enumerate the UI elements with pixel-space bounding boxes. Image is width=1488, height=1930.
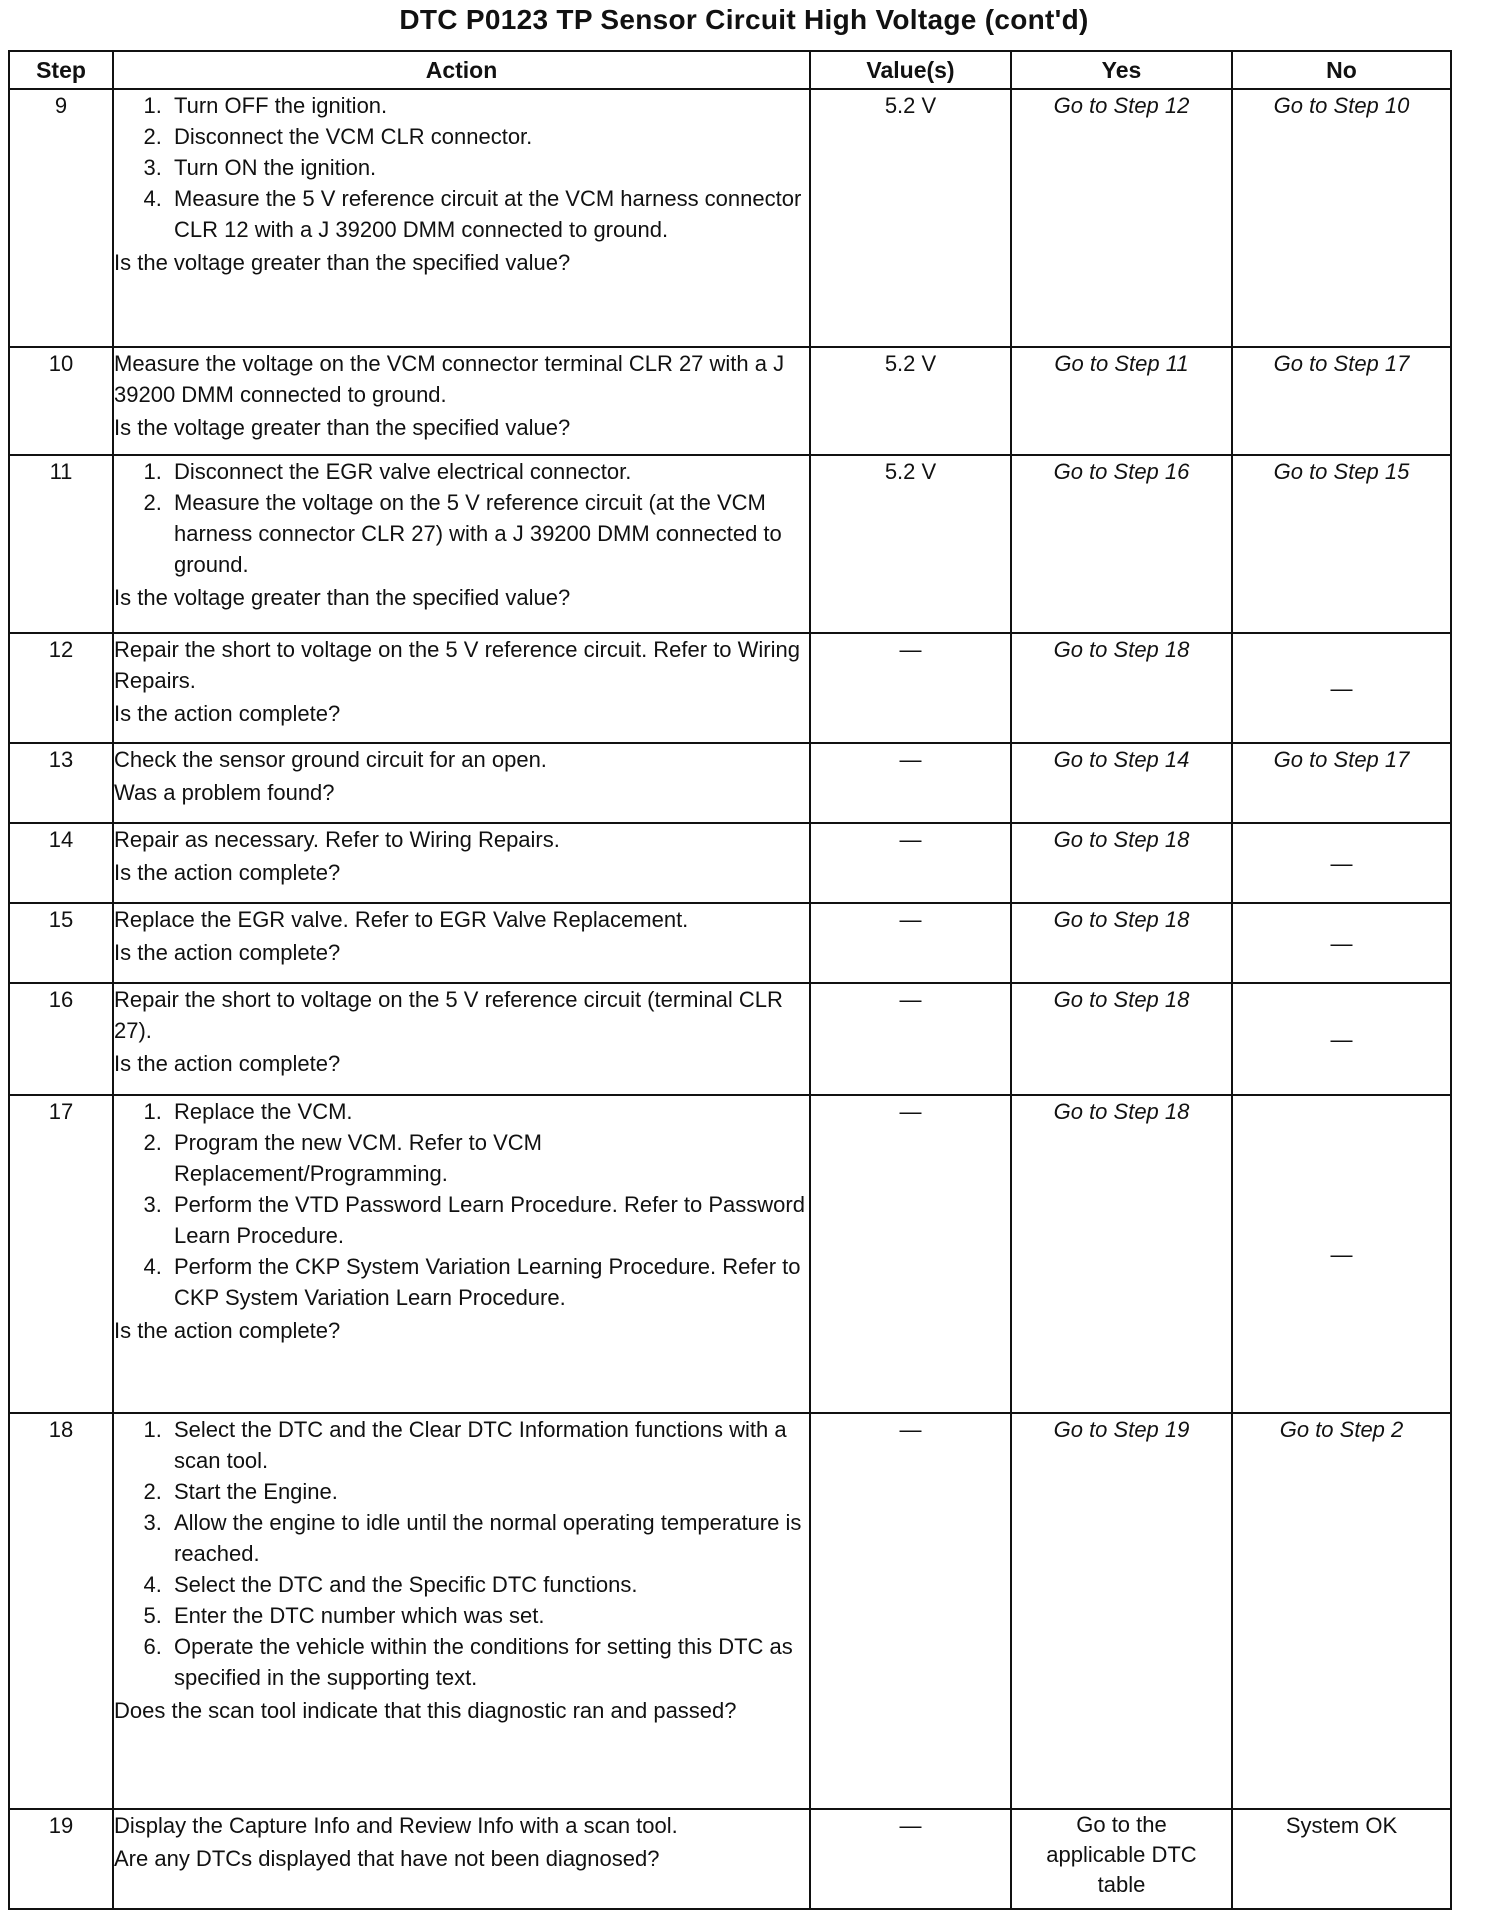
no-cell: Go to Step 10 (1232, 89, 1451, 347)
action-steps (114, 1096, 809, 1313)
no-cell: Go to Step 17 (1232, 743, 1451, 823)
value-cell: — (810, 1413, 1011, 1809)
action-step: 3. Allow the engine to idle until the normal operating temperature is reached. (168, 1507, 809, 1569)
action-text: Display the Capture Info and Review Info with a scan tool. (114, 1813, 678, 1838)
no-cell: — (1232, 1095, 1451, 1413)
action-step: 3. Turn ON the ignition. (168, 152, 809, 183)
value-cell: — (810, 903, 1011, 983)
action-question: Was a problem found? (114, 780, 335, 805)
action-step: 1. Replace the VCM. (168, 1096, 809, 1127)
action-question: Is the action complete? (114, 1051, 341, 1076)
step-number: 17 (9, 1095, 113, 1413)
action-question: Is the voltage greater than the specified value? (114, 250, 571, 275)
action-question: Is the action complete? (114, 701, 341, 726)
action-cell (113, 633, 810, 743)
action-cell (113, 89, 810, 347)
table-header-row (9, 51, 1451, 89)
action-text: Check the sensor ground circuit for an open. (114, 747, 547, 772)
yes-cell: Go to Step 16 (1011, 455, 1232, 633)
no-cell: — (1232, 983, 1451, 1095)
no-cell: Go to Step 17 (1232, 347, 1451, 455)
yes-cell: Go to Step 12 (1011, 89, 1232, 347)
header-yes: Yes (1011, 51, 1232, 89)
action-text: Repair as necessary. Refer to Wiring Repairs. (114, 827, 560, 852)
value-cell: 5.2 V (810, 347, 1011, 455)
action-cell (113, 823, 810, 903)
yes-cell: Go to Step 18 (1011, 903, 1232, 983)
action-step: 4. Measure the 5 V reference circuit at the VCM harness connector CLR 12 with a J 39200 DMM connected to ground. (168, 183, 809, 245)
action-cell (113, 347, 810, 455)
yes-cell: Go to Step 19 (1011, 1413, 1232, 1809)
table-row (9, 1809, 1451, 1909)
table-row (9, 89, 1451, 347)
step-number: 10 (9, 347, 113, 455)
value-cell: — (810, 823, 1011, 903)
yes-cell: Go to Step 18 (1011, 983, 1232, 1095)
value-cell: 5.2 V (810, 89, 1011, 347)
action-question: Is the action complete? (114, 1318, 341, 1343)
yes-cell: Go to the applicable DTC table (1011, 1809, 1232, 1909)
diagnostic-table (8, 50, 1452, 1910)
action-step: 5. Enter the DTC number which was set. (168, 1600, 809, 1631)
action-question: Is the voltage greater than the specified value? (114, 585, 571, 610)
header-no: No (1232, 51, 1451, 89)
action-step: 1. Turn OFF the ignition. (168, 90, 809, 121)
no-cell: System OK (1232, 1809, 1451, 1909)
yes-cell: Go to Step 14 (1011, 743, 1232, 823)
action-step: 1. Disconnect the EGR valve electrical connector. (168, 456, 809, 487)
action-question: Are any DTCs displayed that have not been diagnosed? (114, 1846, 660, 1871)
table-row (9, 347, 1451, 455)
action-steps (114, 1414, 809, 1693)
action-text: Repair the short to voltage on the 5 V reference circuit (terminal CLR 27). (114, 987, 783, 1043)
no-cell: Go to Step 2 (1232, 1413, 1451, 1809)
table-row (9, 823, 1451, 903)
action-step: 1. Select the DTC and the Clear DTC Information functions with a scan tool. (168, 1414, 809, 1476)
step-number: 9 (9, 89, 113, 347)
yes-cell: Go to Step 18 (1011, 633, 1232, 743)
action-steps (114, 90, 809, 245)
action-cell (113, 1095, 810, 1413)
value-cell: 5.2 V (810, 455, 1011, 633)
value-cell: — (810, 983, 1011, 1095)
action-question: Is the action complete? (114, 940, 341, 965)
action-question: Is the voltage greater than the specified value? (114, 415, 571, 440)
yes-cell: Go to Step 18 (1011, 823, 1232, 903)
table-row (9, 455, 1451, 633)
no-cell: Go to Step 15 (1232, 455, 1451, 633)
value-cell: — (810, 1809, 1011, 1909)
step-number: 14 (9, 823, 113, 903)
action-step: 2. Start the Engine. (168, 1476, 809, 1507)
step-number: 18 (9, 1413, 113, 1809)
header-action: Action (113, 51, 810, 89)
table-row (9, 903, 1451, 983)
value-cell: — (810, 743, 1011, 823)
action-cell (113, 1413, 810, 1809)
table-row (9, 743, 1451, 823)
action-cell (113, 1809, 810, 1909)
yes-cell: Go to Step 11 (1011, 347, 1232, 455)
action-step: 2. Measure the voltage on the 5 V reference circuit (at the VCM harness connector CLR 27) with a J 39200 DMM connected to ground. (168, 487, 809, 580)
action-cell (113, 455, 810, 633)
action-cell (113, 743, 810, 823)
page-title: DTC P0123 TP Sensor Circuit High Voltage (cont'd) (399, 4, 1089, 35)
step-number: 12 (9, 633, 113, 743)
table-row (9, 1413, 1451, 1809)
action-step: 2. Program the new VCM. Refer to VCM Replacement/Programming. (168, 1127, 809, 1189)
step-number: 13 (9, 743, 113, 823)
header-values: Value(s) (810, 51, 1011, 89)
no-cell: — (1232, 633, 1451, 743)
table-row (9, 1095, 1451, 1413)
step-number: 16 (9, 983, 113, 1095)
action-text: Measure the voltage on the VCM connector terminal CLR 27 with a J 39200 DMM connected to ground. (114, 351, 785, 407)
table-row (9, 983, 1451, 1095)
step-number: 11 (9, 455, 113, 633)
value-cell: — (810, 633, 1011, 743)
step-number: 19 (9, 1809, 113, 1909)
value-cell: — (810, 1095, 1011, 1413)
action-question: Is the action complete? (114, 860, 341, 885)
action-steps (114, 456, 809, 580)
step-number: 15 (9, 903, 113, 983)
action-step: 2. Disconnect the VCM CLR connector. (168, 121, 809, 152)
no-cell: — (1232, 903, 1451, 983)
header-step: Step (9, 51, 113, 89)
action-cell (113, 903, 810, 983)
no-cell: — (1232, 823, 1451, 903)
yes-cell: Go to Step 18 (1011, 1095, 1232, 1413)
action-step: 3. Perform the VTD Password Learn Procedure. Refer to Password Learn Procedure. (168, 1189, 809, 1251)
action-text: Replace the EGR valve. Refer to EGR Valve Replacement. (114, 907, 689, 932)
table-row (9, 633, 1451, 743)
action-question: Does the scan tool indicate that this diagnostic ran and passed? (114, 1698, 737, 1723)
action-text: Repair the short to voltage on the 5 V reference circuit. Refer to Wiring Repairs. (114, 637, 800, 693)
action-cell (113, 983, 810, 1095)
action-step: 6. Operate the vehicle within the conditions for setting this DTC as specified in the supporting text. (168, 1631, 809, 1693)
action-step: 4. Select the DTC and the Specific DTC functions. (168, 1569, 809, 1600)
action-step: 4. Perform the CKP System Variation Learning Procedure. Refer to CKP System Variation Learn Procedure. (168, 1251, 809, 1313)
